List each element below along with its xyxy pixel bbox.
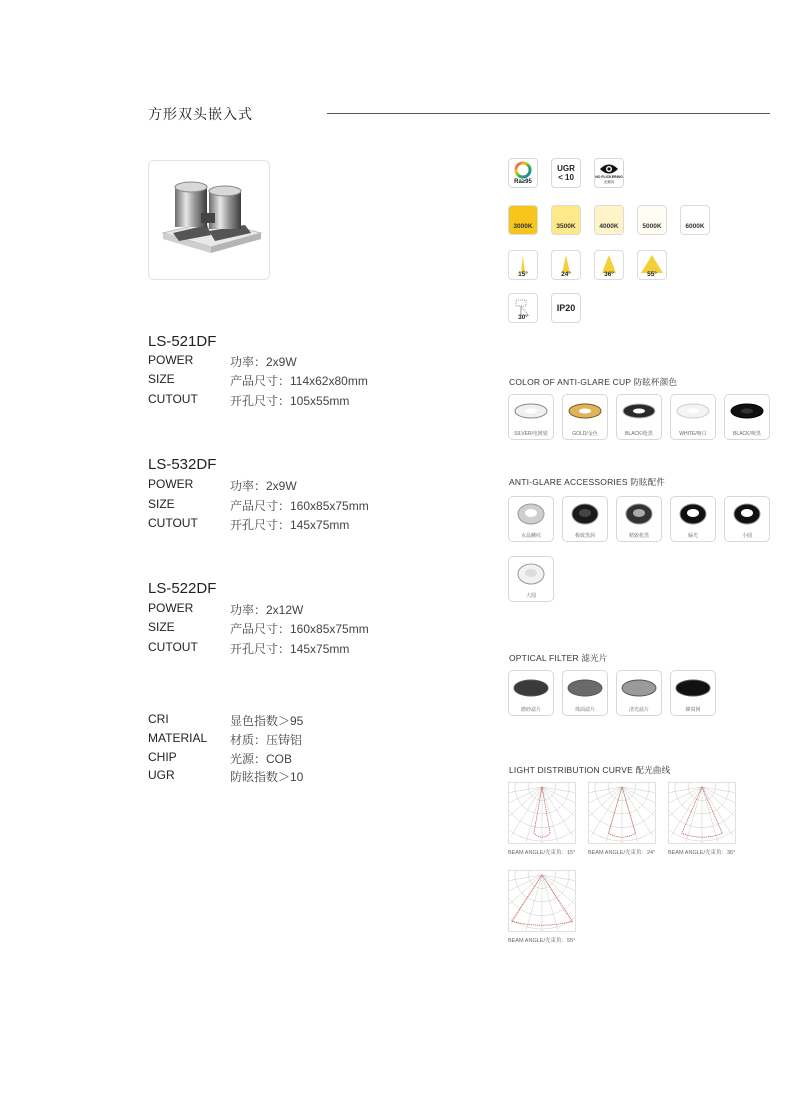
curve-caption: BEAM ANGLE/光束角：15° — [508, 850, 576, 856]
cup-color-label: BLACK/哑黑 — [733, 431, 761, 437]
polar-curve — [509, 783, 575, 843]
beam-angle-icon — [508, 250, 538, 280]
accessory-label: 极致黑洞 — [574, 533, 595, 539]
cct-swatch: 4000K — [594, 205, 624, 235]
filter-icon — [617, 671, 661, 705]
filter-label: 磨砂滤片 — [520, 707, 541, 713]
cup-icon — [671, 395, 715, 429]
accessory-icon — [617, 497, 661, 531]
no-flicker-sub: 无频闪 — [603, 179, 615, 184]
accessory-card — [508, 496, 554, 542]
cup-icon — [725, 395, 769, 429]
spec-key: SIZE — [148, 620, 175, 634]
accessory-label: 大圆 — [525, 593, 536, 599]
ra-badge — [508, 158, 538, 188]
accessory-icon — [671, 497, 715, 531]
tilt-angle-icon — [508, 293, 538, 323]
accessory-icon — [509, 497, 553, 531]
cup-color-label: WHITE/哑白 — [679, 431, 707, 437]
distribution-curve-card — [508, 782, 576, 844]
spec-value: 产品尺寸：160x85x75mm — [230, 622, 369, 636]
cup-icon — [617, 395, 661, 429]
section-title-filter: OPTICAL FILTER 滤光片 — [509, 653, 608, 663]
filter-label: 珠面滤片 — [574, 707, 595, 713]
spec-value: 防眩指数＞10 — [230, 770, 304, 784]
spec-key: SIZE — [148, 372, 175, 386]
spec-key: POWER — [148, 477, 194, 491]
accessory-card — [670, 496, 716, 542]
cup-color-card — [562, 394, 608, 440]
curve-caption: BEAM ANGLE/光束角：36° — [668, 850, 736, 856]
color-wheel-icon — [514, 161, 532, 179]
title-divider — [327, 113, 770, 114]
model-name: LS-522DF — [148, 580, 217, 597]
cct-swatch: 3500K — [551, 205, 581, 235]
cup-icon — [563, 395, 607, 429]
spec-key: CUTOUT — [148, 640, 198, 654]
cup-color-card — [508, 394, 554, 440]
filter-card — [562, 670, 608, 716]
curve-caption: BEAM ANGLE/光束角：24° — [588, 850, 656, 856]
accessory-card — [562, 496, 608, 542]
page-title: 方形双头嵌入式 — [148, 106, 253, 122]
spec-key: POWER — [148, 353, 194, 367]
polar-curve — [509, 871, 575, 931]
beam-angle-label: 24° — [561, 271, 571, 278]
polar-curve — [589, 783, 655, 843]
filter-icon — [563, 671, 607, 705]
distribution-curve-card — [668, 782, 736, 844]
accessory-card — [616, 496, 662, 542]
beam-angle-icon — [637, 250, 667, 280]
model-name: LS-532DF — [148, 456, 217, 473]
tilt-angle-label: 30° — [518, 314, 528, 321]
filter-icon — [671, 671, 715, 705]
accessory-label: 水晶鳞纹 — [520, 533, 541, 539]
filter-label: 清光滤片 — [628, 707, 649, 713]
ugr-value: < 10 — [558, 173, 574, 182]
ra-label: Ra≥95 — [514, 179, 532, 185]
section-title-accessories: ANTI-GLARE ACCESSORIES 防眩配件 — [509, 477, 666, 487]
filter-card — [670, 670, 716, 716]
spec-key: CHIP — [148, 750, 177, 764]
accessory-icon — [563, 497, 607, 531]
accessory-label: 精致枪黑 — [628, 533, 649, 539]
section-title-curve: LIGHT DISTRIBUTION CURVE 配光曲线 — [509, 765, 671, 775]
distribution-curve-card — [508, 870, 576, 932]
no-flicker-badge — [594, 158, 624, 188]
cup-color-label: SILVER/电镀银 — [514, 431, 548, 437]
filter-card — [508, 670, 554, 716]
spec-value: 功率：2x9W — [230, 355, 297, 369]
curve-caption: BEAM ANGLE/光束角：55° — [508, 938, 576, 944]
beam-angle-icon — [594, 250, 624, 280]
beam-angle-icon — [551, 250, 581, 280]
accessory-icon — [509, 557, 553, 591]
polar-curve — [669, 783, 735, 843]
cup-color-card — [670, 394, 716, 440]
spec-value: 材质：压铸铝 — [230, 733, 303, 747]
accessory-icon — [725, 497, 769, 531]
filter-label: 蜂窝网 — [685, 707, 701, 713]
product-image-card — [148, 160, 270, 280]
spec-value: 开孔尺寸：145x75mm — [230, 518, 350, 532]
spec-key: CRI — [148, 712, 169, 726]
spec-value: 显色指数＞95 — [230, 714, 304, 728]
filter-card — [616, 670, 662, 716]
spec-value: 开孔尺寸：105x55mm — [230, 394, 350, 408]
spec-key: CUTOUT — [148, 392, 198, 406]
cup-color-card — [616, 394, 662, 440]
spec-value: 光源：COB — [230, 752, 293, 766]
product-image — [149, 161, 269, 279]
cup-color-label: GOLD/金色 — [572, 431, 598, 437]
no-flicker-label: NO FLICKERING — [595, 174, 623, 179]
accessory-card — [508, 556, 554, 602]
accessory-card — [724, 496, 770, 542]
ugr-label: UGR — [557, 164, 575, 173]
spec-key: CUTOUT — [148, 516, 198, 530]
spec-value: 产品尺寸：114x62x80mm — [230, 374, 368, 388]
spec-value: 产品尺寸：160x85x75mm — [230, 499, 369, 513]
beam-angle-label: 55° — [647, 271, 657, 278]
spec-key: SIZE — [148, 497, 175, 511]
accessory-label: 偏光 — [687, 533, 698, 539]
spec-value: 功率：2x12W — [230, 603, 304, 617]
cct-swatch: 6000K — [680, 205, 710, 235]
spec-key: UGR — [148, 768, 175, 782]
distribution-curve-card — [588, 782, 656, 844]
spec-value: 功率：2x9W — [230, 479, 297, 493]
cup-icon — [509, 395, 553, 429]
cct-swatch: 3000K — [508, 205, 538, 235]
beam-angle-label: 36° — [604, 271, 614, 278]
cct-swatch: 5000K — [637, 205, 667, 235]
spec-value: 开孔尺寸：145x75mm — [230, 642, 350, 656]
filter-icon — [509, 671, 553, 705]
spec-key: MATERIAL — [148, 731, 208, 745]
accessory-label: 小圆 — [741, 533, 752, 539]
section-title-cup: COLOR OF ANTI-GLARE CUP 防眩杯颜色 — [509, 377, 678, 387]
cup-color-label: BLACK/枪黑 — [625, 431, 653, 437]
model-name: LS-521DF — [148, 333, 217, 350]
spec-key: POWER — [148, 601, 194, 615]
ip-rating-badge: IP20 — [551, 293, 581, 323]
cup-color-card — [724, 394, 770, 440]
beam-angle-label: 15° — [518, 271, 528, 278]
eye-icon — [599, 163, 619, 175]
ugr-badge — [551, 158, 581, 188]
